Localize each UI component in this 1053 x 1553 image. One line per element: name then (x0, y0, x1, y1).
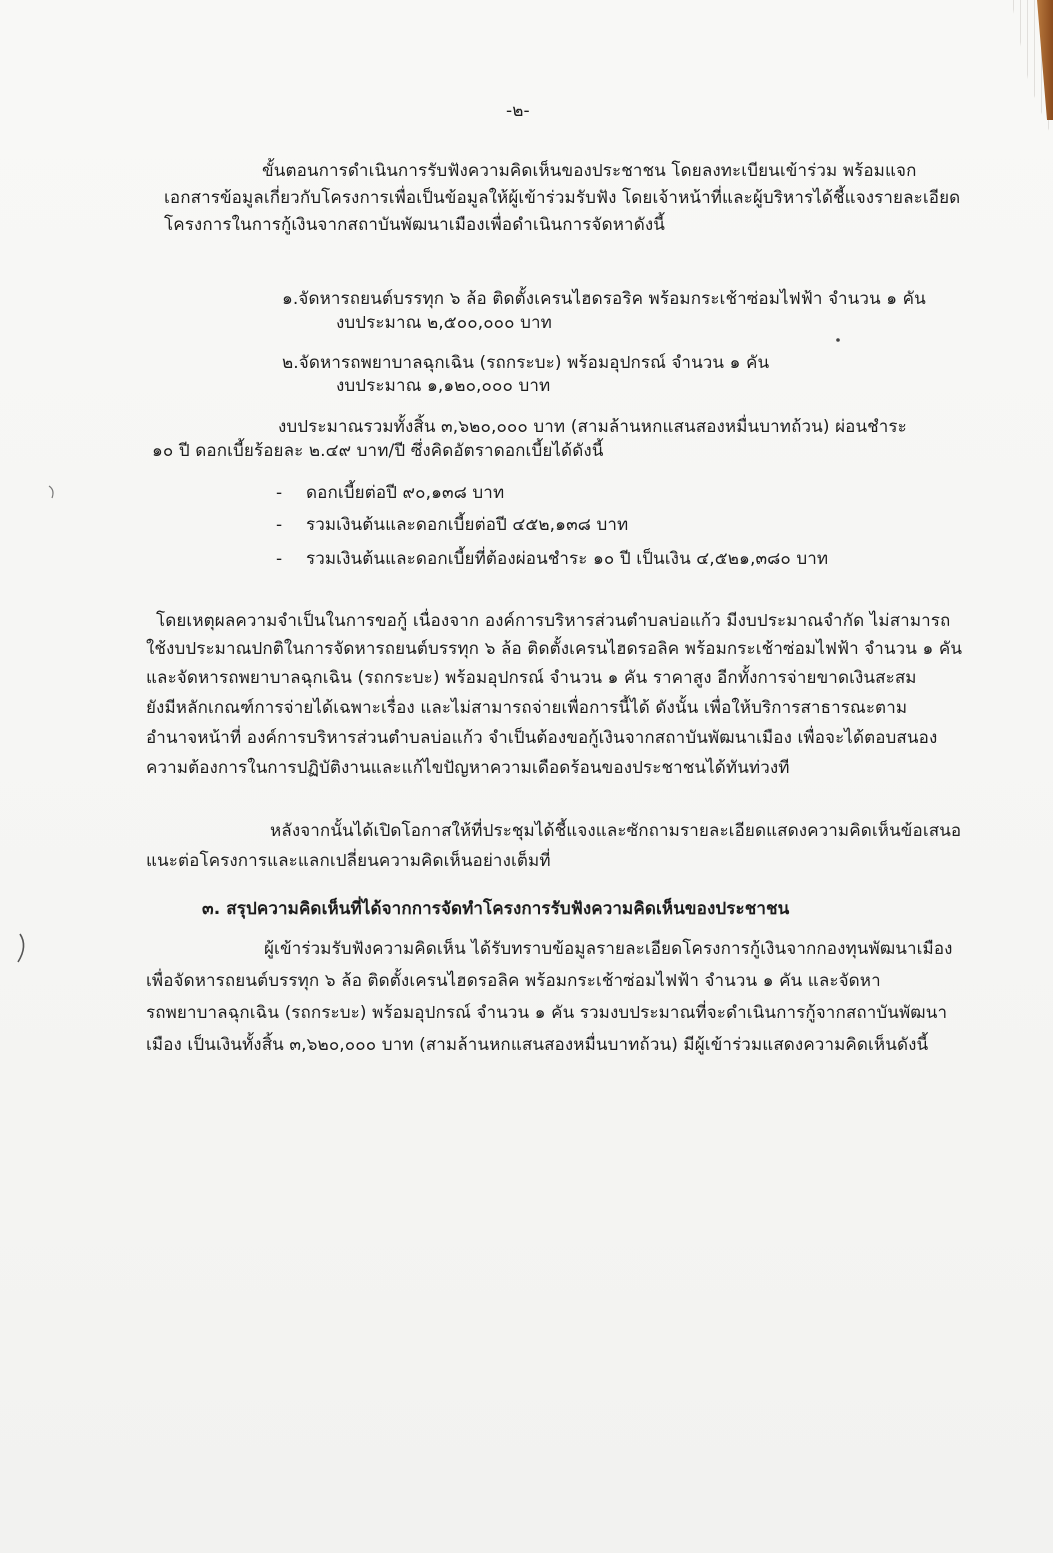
section-3-line-3: รถพยาบาลฉุกเฉิน (รถกระบะ) พร้อมอุปกรณ์ จำนวน ๑ คัน รวมงบประมาณที่จะดำเนินการกู้จากสถาบันพัฒนา (146, 1003, 948, 1023)
section-3-line-4: เมือง เป็นเงินทั้งสิ้น ๓,๖๒๐,๐๐๐ บาท (สามล้านหกแสนสองหมื่นบาทถ้วน) มีผู้เข้าร่วมแสดงความคิดเห็นดังนี้ (146, 1035, 929, 1055)
reason-line-1: โดยเหตุผลความจำเป็นในการขอกู้ เนื่องจาก องค์การบริหารส่วนตำบลบ่อแก้ว มีงบประมาณจำกัด ไม่สามารถ (156, 611, 951, 631)
item-2-title: ๒.จัดหารถพยาบาลฉุกเฉิน (รถกระบะ) พร้อมอุปกรณ์ จำนวน ๑ คัน (282, 353, 770, 373)
intro-line-3: โครงการในการกู้เงินจากสถาบันพัฒนาเมืองเพื่อดำเนินการจัดหาดังนี้ (164, 215, 665, 235)
section-3-line-1: ผู้เข้าร่วมรับฟังความคิดเห็น ได้รับทราบข้อมูลรายละเอียดโครงการกู้เงินจากกองทุนพัฒนาเมือง (264, 939, 953, 959)
reason-line-3: และจัดหารถพยาบาลฉุกเฉิน (รถกระบะ) พร้อมอุปกรณ์ จำนวน ๑ คัน ราคาสูง อีกทั้งการจ่ายขาดเงินสะสม (146, 668, 917, 688)
bullet-marker: - (276, 515, 283, 535)
total-line-1: งบประมาณรวมทั้งสิ้น ๓,๖๒๐,๐๐๐ บาท (สามล้านหกแสนสองหมื่นบาทถ้วน) ผ่อนชำระ (278, 417, 907, 437)
bullet-item: รวมเงินต้นและดอกเบี้ยที่ต้องผ่อนชำระ ๑๐ ปี เป็นเงิน ๔,๕๒๑,๓๘๐ บาท (306, 549, 829, 569)
total-line-2: ๑๐ ปี ดอกเบี้ยร้อยละ ๒.๔๙ บาท/ปี ซึ่งคิดอัตราดอกเบี้ยได้ดังนี้ (152, 441, 604, 461)
page-number: -๒- (506, 101, 530, 121)
bullet-marker: - (276, 483, 283, 503)
intro-line-1: ขั้นตอนการดำเนินการรับฟังความคิดเห็นของประชาชน โดยลงทะเบียนเข้าร่วม พร้อมแจก (262, 161, 917, 181)
reason-line-6: ความต้องการในการปฏิบัติงานและแก้ไขปัญหาความเดือดร้อนของประชาชนได้ทันท่วงที (146, 758, 790, 778)
bullet-item: รวมเงินต้นและดอกเบี้ยต่อปี ๔๕๒,๑๓๘ บาท (306, 515, 629, 535)
ink-dot (834, 336, 842, 344)
bullet-item: ดอกเบี้ยต่อปี ๙๐,๑๓๘ บาท (306, 483, 505, 503)
pen-mark (12, 932, 32, 966)
reason-line-2: ใช้งบประมาณปกติในการจัดหารถยนต์บรรทุก ๖ ล้อ ติดตั้งเครนไฮดรอลิค พร้อมกระเช้าซ่อมไฟฟ้า จำนวน ๑ คัน (146, 639, 963, 659)
item-1-budget: งบประมาณ ๒,๕๐๐,๐๐๐ บาท (336, 313, 552, 333)
section-3-line-2: เพื่อจัดหารถยนต์บรรทุก ๖ ล้อ ติดตั้งเครนไฮดรอลิค พร้อมกระเช้าซ่อมไฟฟ้า จำนวน ๑ คัน และจัดหา (146, 971, 881, 991)
pen-mark (46, 482, 60, 502)
item-2-budget: งบประมาณ ๑,๑๒๐,๐๐๐ บาท (336, 376, 551, 396)
bullet-marker: - (276, 549, 283, 569)
after-line-2: แนะต่อโครงการและแลกเปลี่ยนความคิดเห็นอย่างเต็มที่ (146, 851, 551, 871)
intro-line-2: เอกสารข้อมูลเกี่ยวกับโครงการเพื่อเป็นข้อมูลให้ผู้เข้าร่วมรับฟัง โดยเจ้าหน้าที่และผู้บริหารได้ชี้แจงรายละเอียด (164, 188, 961, 208)
after-line-1: หลังจากนั้นได้เปิดโอกาสให้ที่ประชุมได้ชี้แจงและซักถามรายละเอียดแสดงความคิดเห็นข้อเสนอ (270, 821, 962, 841)
reason-line-4: ยังมีหลักเกณฑ์การจ่ายได้เฉพาะเรื่อง และไม่สามารถจ่ายเพื่อการนี้ได้ ดังนั้น เพื่อให้บริการสาธารณะตาม (146, 698, 908, 718)
reason-line-5: อำนาจหน้าที่ องค์การบริหารส่วนตำบลบ่อแก้ว จำเป็นต้องขอกู้เงินจากสถาบันพัฒนาเมือง เพื่อจะได้ตอบสนอง (146, 728, 938, 748)
section-3-heading: ๓. สรุปความคิดเห็นที่ได้จากการจัดทำโครงการรับฟังความคิดเห็นของประชาชน (202, 899, 790, 919)
item-1-title: ๑.จัดหารถยนต์บรรทุก ๖ ล้อ ติดตั้งเครนไฮดรอริค พร้อมกระเช้าซ่อมไฟฟ้า จำนวน ๑ คัน (282, 289, 926, 309)
